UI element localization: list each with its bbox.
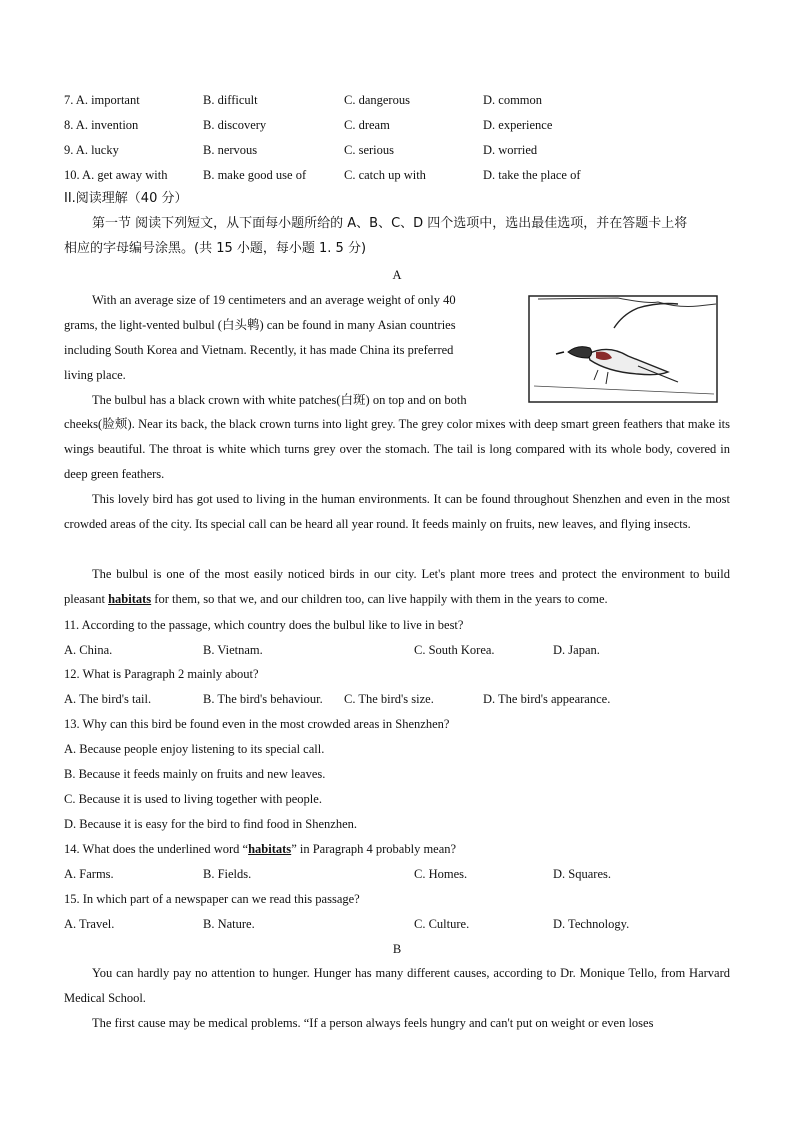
q11-option-a: A. China. [64, 643, 113, 657]
question-14 [64, 841, 456, 857]
q14-option-a: A. Farms. [64, 867, 114, 881]
q11-option-d: D. Japan. [553, 643, 600, 657]
option-d: D. common [483, 93, 543, 107]
passage-a-p3-text: This lovely bird has got used to living in the human environments. It can be found throughout Shenzhen and even in the most crowded areas of the city. Its special call can be heard all year round. It feeds mainly on fruits, new leaves, and flying insects. [64, 492, 730, 531]
q12-option-b: B. The bird's behaviour. [203, 692, 323, 706]
passage-b-label: B [392, 942, 402, 956]
option-c: C. dream [344, 118, 390, 132]
option-a: 8. A. invention [64, 118, 139, 132]
passage-a-p1-line: grams, the light-vented bulbul (白头鹎) can be found in many Asian countries [64, 318, 456, 332]
option-c: C. catch up with [344, 168, 426, 182]
passage-a-p1-line: living place. [64, 368, 126, 382]
option-d: D. worried [483, 143, 538, 157]
q14-option-c: C. Homes. [414, 867, 468, 881]
q14-option-d: D. Squares. [553, 867, 611, 881]
option-b: B. difficult [203, 93, 258, 107]
q13-option-a: A. Because people enjoy listening to its special call. [64, 742, 325, 756]
option-b: B. make good use of [203, 168, 307, 182]
passage-a-label: A [392, 268, 402, 282]
option-c: C. dangerous [344, 93, 410, 107]
passage-a-p1-line: including South Korea and Vietnam. Recently, it has made China its preferred [64, 343, 454, 357]
question-11: 11. According to the passage, which country does the bulbul like to live in best? [64, 618, 464, 632]
q12-option-a: A. The bird's tail. [64, 692, 152, 706]
q15-option-b: B. Nature. [203, 917, 255, 931]
section-heading: II.阅读理解（40 分） [64, 191, 188, 206]
option-d: D. experience [483, 118, 553, 132]
section-instructions: 第一节 阅读下列短文，从下面每小题所给的 A、B、C、D 四个选项中，选出最佳选项，并在答题卡上将 [92, 216, 688, 231]
q15-option-c: C. Culture. [414, 917, 470, 931]
q12-option-d: D. The bird's appearance. [483, 692, 611, 706]
question-13: 13. Why can this bird be found even in the most crowded areas in Shenzhen? [64, 717, 450, 731]
q12-option-c: C. The bird's size. [344, 692, 434, 706]
q14-underlined-word: habitats [248, 842, 292, 856]
q15-option-a: A. Travel. [64, 917, 115, 931]
option-a: 10. A. get away with [64, 168, 168, 182]
q13-option-b: B. Because it feeds mainly on fruits and new leaves. [64, 767, 326, 781]
option-d: D. take the place of [483, 168, 581, 182]
q11-option-b: B. Vietnam. [203, 643, 263, 657]
passage-b-p2 [64, 1011, 730, 1036]
passage-a-p2-line: The bulbul has a black crown with white patches(白斑) on top and on both [92, 393, 467, 407]
passage-b-p2-text: The first cause may be medical problems. “If a person always feels hungry and can't put on weight or even loses [92, 1016, 654, 1030]
q13-option-c: C. Because it is used to living together with people. [64, 792, 322, 806]
passage-a-p1-line: With an average size of 19 centimeters and an average weight of only 40 [92, 293, 456, 307]
option-a: 7. A. important [64, 93, 140, 107]
q14-text-1: 14. What does the underlined word “ [64, 842, 249, 856]
passage-a-p4-text-1: The bulbul is one of the most easily noticed birds in our city. Let's plant more trees and protect the environment to build pleasant [64, 567, 730, 606]
option-c: C. serious [344, 143, 394, 157]
q14-option-b: B. Fields. [203, 867, 252, 881]
passage-a-p4 [64, 562, 730, 612]
q14-text-2: ” in Paragraph 4 probably mean? [291, 842, 457, 856]
option-a: 9. A. lucky [64, 143, 119, 157]
passage-b-p1 [64, 961, 730, 1011]
underlined-word: habitats [108, 592, 152, 606]
section-instructions-cont: 相应的字母编号涂黑。(共 15 小题，每小题 1. 5 分) [64, 241, 367, 256]
question-12: 12. What is Paragraph 2 mainly about? [64, 667, 259, 681]
passage-a-p3 [64, 487, 730, 537]
passage-a-p4-text-2: for them, so that we, and our children too, can live happily with them in the years to come. [151, 592, 608, 606]
q11-option-c: C. South Korea. [414, 643, 495, 657]
question-15: 15. In which part of a newspaper can we read this passage? [64, 892, 360, 906]
q13-option-d: D. Because it is easy for the bird to find food in Shenzhen. [64, 817, 357, 831]
passage-b-p1-text: You can hardly pay no attention to hunger. Hunger has many different causes, according to Dr. Monique Tello, from Harvard Medical School. [64, 966, 730, 1005]
q15-option-d: D. Technology. [553, 917, 630, 931]
bulbul-illustration [528, 294, 718, 404]
option-b: B. discovery [203, 118, 267, 132]
passage-a-p2: cheeks(脸颊). Near its back, the black crown turns into light grey. The grey color mixes with deep smart green feathers that make its wings beautiful. The throat is white which turns grey over the stomach. The tail is long compared with its whole body, covered in deep green feathers. [64, 417, 730, 481]
option-b: B. nervous [203, 143, 258, 157]
